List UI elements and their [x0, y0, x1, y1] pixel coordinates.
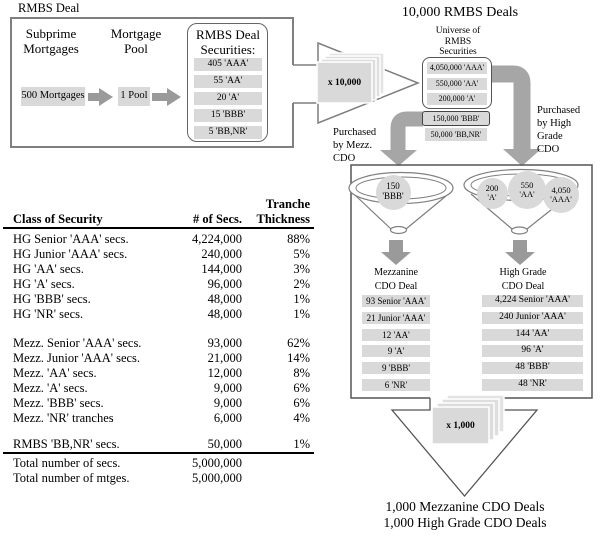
table-row: Mezz. 'BBB' secs. 9,000 6% — [13, 396, 310, 410]
hg-cdo-bar: 4,224 Senior 'AAA' — [482, 295, 583, 307]
security-tranche-bar: 405 'AAA' — [194, 58, 262, 71]
table-row: HG Senior 'AAA' secs. 4,224,000 88% — [13, 232, 310, 246]
table-header-rule — [3, 227, 314, 229]
funnel-down-arrow-icon — [505, 240, 535, 265]
hg-cdo-bar: 96 'A' — [482, 345, 583, 357]
table-row: Mezz. Junior 'AAA' secs. 21,000 14% — [13, 351, 310, 365]
table-header-thickness: Thickness — [256, 212, 310, 226]
mortgages-box: 500 Mortgages — [21, 87, 85, 106]
hg-funnel-circle-a: 200 'A' — [477, 178, 508, 209]
table-row: HG 'A' secs. 96,000 2% — [13, 277, 310, 291]
table-total-rule — [3, 452, 314, 454]
hg-cdo-bar: 48 'NR' — [482, 379, 583, 391]
subprime-mortgages-heading: Subprime Mortgages — [23, 26, 79, 56]
hg-cdo-bar: 240 Junior 'AAA' — [482, 312, 583, 324]
mortgage-pool-heading: Mortgage Pool — [110, 26, 162, 56]
mezz-cdo-bar: 93 Senior 'AAA' — [362, 295, 430, 307]
table-header-class: Class of Security — [13, 212, 103, 226]
table-row: Mezz. 'AA' secs. 12,000 8% — [13, 366, 310, 380]
rmbs-deal-securities-heading: RMBS Deal Securities: — [196, 27, 260, 57]
purchased-by-hg-arrow-icon — [491, 74, 541, 166]
funnel-down-arrow-icon — [381, 240, 411, 265]
pool-box: 1 Pool — [118, 87, 150, 106]
bottom-multiplier-label: x 1,000 — [446, 420, 475, 431]
table-row: Total number of mtges. 5,000,000 — [13, 471, 242, 485]
table-row: Mezz. Senior 'AAA' secs. 93,000 62% — [13, 336, 310, 350]
hg-cdo-subtitle: CDO Deal — [501, 281, 545, 292]
hg-deals-caption: 1,000 High Grade CDO Deals — [383, 515, 547, 530]
mezz-cdo-bar: 9 'A' — [362, 345, 430, 357]
mezz-deals-caption: 1,000 Mezzanine CDO Deals — [385, 499, 545, 514]
mezz-cdo-bar: 9 'BBB' — [362, 362, 430, 374]
table-row: RMBS 'BB,NR' secs. 50,000 1% — [13, 437, 310, 451]
security-tranche-bar: 20 'A' — [194, 92, 262, 105]
universe-bar: 4,050,000 'AAA' — [427, 62, 487, 74]
top-multiplier-label: x 10,000 — [327, 77, 362, 88]
mezz-cdo-bar: 12 'AA' — [362, 329, 430, 341]
mezz-cdo-bar: 21 Junior 'AAA' — [362, 312, 430, 324]
universe-title: Universe of RMBS Securities — [435, 26, 481, 57]
table-header-tranche: Tranche — [265, 197, 310, 211]
mezz-funnel-circle: 150 'BBB' — [376, 175, 411, 210]
table-row: Mezz. 'NR' tranches 6,000 4% — [13, 411, 310, 425]
table-row: Total number of secs. 5,000,000 — [13, 456, 242, 470]
mezz-cdo-title: Mezzanine — [374, 267, 418, 278]
table-row: HG 'NR' secs. 48,000 1% — [13, 307, 310, 321]
flow-arrow-icon — [152, 88, 181, 106]
purchased-by-hg-label: Purchased by High Grade CDO — [537, 105, 581, 155]
hg-funnel-circle-aaa: 4,050 'AAA' — [543, 177, 579, 213]
security-tranche-bar: 55 'AA' — [194, 75, 262, 88]
security-tranche-bar: 15 'BBB' — [194, 109, 262, 122]
purchased-by-mezz-label: Purchased by Mezz. CDO — [333, 127, 377, 164]
table-row: HG Junior 'AAA' secs. 240,000 5% — [13, 247, 310, 261]
purchased-by-mezz-arrow-icon — [380, 119, 423, 166]
hg-cdo-bar: 144 'AA' — [482, 329, 583, 341]
hg-cdo-bar: 48 'BBB' — [482, 362, 583, 374]
rmbs-deals-heading: 10,000 RMBS Deals — [401, 5, 519, 20]
mezz-cdo-bar: 6 'NR' — [362, 379, 430, 391]
universe-bbnr-bar: 50,000 'BB,NR' — [425, 128, 487, 141]
universe-bbb-box: 150,000 'BBB' — [422, 111, 490, 126]
table-row: Mezz. 'A' secs. 9,000 6% — [13, 381, 310, 395]
table-row: HG 'AA' secs. 144,000 3% — [13, 262, 310, 276]
flow-arrow-icon — [88, 88, 113, 106]
mezz-cdo-subtitle: CDO Deal — [374, 281, 418, 292]
table-header-secs: # of Secs. — [193, 212, 242, 226]
universe-bar: 550,000 'AA' — [427, 78, 487, 90]
table-row: HG 'BBB' secs. 48,000 1% — [13, 292, 310, 306]
hg-cdo-title: High Grade — [499, 267, 547, 278]
hg-funnel-circle-aa: 550 'AA' — [508, 171, 546, 209]
security-tranche-bar: 5 'BB,NR' — [194, 126, 262, 139]
rmbs-deal-label: RMBS Deal — [18, 1, 80, 15]
universe-bar: 200,000 'A' — [427, 93, 487, 105]
